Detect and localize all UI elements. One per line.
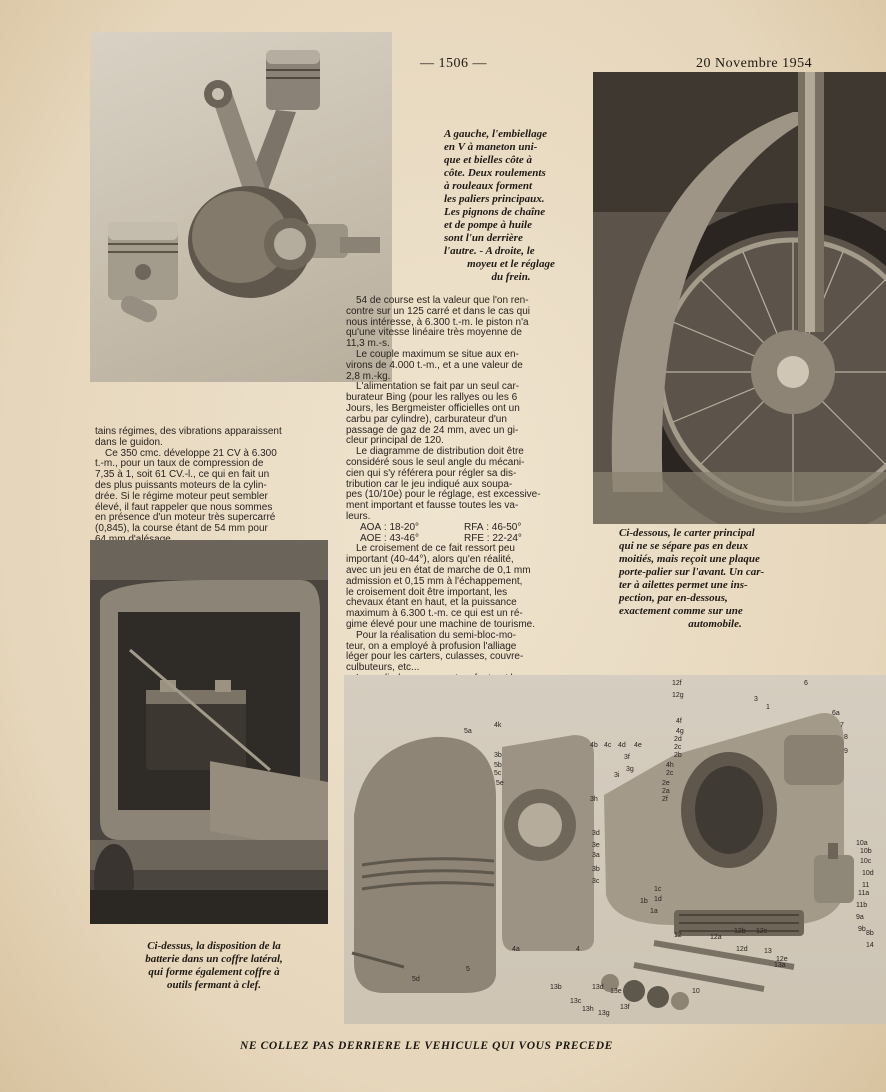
part-label: 3f bbox=[624, 754, 630, 761]
text-line: Le couple maximum se situe aux en- bbox=[356, 348, 519, 360]
part-label: 6a bbox=[832, 710, 840, 717]
caption-line: l'autre. - A droite, le bbox=[444, 245, 535, 257]
part-label: 5d bbox=[412, 976, 420, 983]
text-line: drée. Si le régime moteur peut sembler bbox=[95, 490, 268, 502]
part-label: 1 bbox=[766, 704, 770, 711]
part-label: 4e bbox=[634, 742, 642, 749]
part-label: 13c bbox=[570, 998, 582, 1005]
part-label: 1b bbox=[640, 898, 648, 905]
text-line: t.-m., pour un taux de compression de bbox=[95, 458, 264, 470]
part-label: 13d bbox=[592, 984, 604, 991]
timing-aoa bbox=[360, 523, 464, 534]
part-label: 10c bbox=[860, 858, 872, 865]
page-number: — 1506 — bbox=[420, 56, 487, 71]
part-label: 3b bbox=[494, 752, 502, 759]
part-label: 1c bbox=[654, 886, 662, 893]
caption-line: Ci-dessus, la disposition de la bbox=[147, 940, 281, 952]
text-line: (0,845), la course étant de 54 mm pour bbox=[95, 523, 268, 535]
part-label: 9b bbox=[858, 926, 866, 933]
exploded-crankcase-photo bbox=[344, 675, 886, 1024]
text-line: culbuteurs, etc... bbox=[346, 662, 420, 674]
text-line: cleur principal de 120. bbox=[346, 435, 444, 447]
part-label: 10d bbox=[862, 870, 874, 877]
part-label: 5e bbox=[496, 780, 504, 787]
part-label: 10 bbox=[692, 988, 700, 995]
text-line: important (40-44°), alors qu'en réalité, bbox=[346, 554, 514, 566]
part-label: 11b bbox=[856, 902, 868, 909]
part-label: 9 bbox=[844, 748, 848, 755]
text-line: Le diagramme de distribution doit être bbox=[356, 446, 524, 458]
article-column-middle bbox=[346, 296, 581, 695]
text-line: virons de 4.000 t.-m., et a une valeur de bbox=[346, 359, 523, 371]
text-line: gime élevé pour une machine de tourisme. bbox=[346, 618, 535, 630]
text-line: pes (10/10e) pour le réglage, est excessive- bbox=[346, 489, 541, 501]
caption-line: pection, par en-dessous, bbox=[619, 592, 728, 604]
text-line: des plus puissants moteurs de la cylin- bbox=[95, 479, 267, 491]
text-line: cien qui s'y référera pour régler sa dis- bbox=[346, 467, 517, 479]
text-line: leurs. bbox=[346, 510, 371, 522]
timing-value: : 18-20° bbox=[383, 521, 420, 533]
caption-line: Ci-dessous, le carter principal bbox=[619, 527, 755, 539]
caption-line: A gauche, l'embiellage bbox=[444, 128, 547, 140]
caption-line: du frein. bbox=[491, 271, 531, 283]
text-line: en présence d'un moteur très supercarré bbox=[95, 512, 276, 524]
text-line: burateur Bing (pour les rallyes ou les 6 bbox=[346, 392, 518, 404]
caption-line: moitiés, mais reçoit une plaque bbox=[619, 553, 760, 565]
part-label: 7 bbox=[840, 722, 844, 729]
part-label: 3e bbox=[592, 842, 600, 849]
caption-line: côte. Deux roulements bbox=[444, 167, 546, 179]
text-line: ment important et fausse toutes les va- bbox=[346, 500, 519, 512]
part-label: 8 bbox=[844, 734, 848, 741]
part-label: 12 bbox=[674, 932, 682, 939]
caption-line: automobile. bbox=[688, 618, 742, 630]
part-label: 10b bbox=[860, 848, 872, 855]
text-line: avec un jeu en état de marche de 0,1 mm bbox=[346, 564, 531, 576]
part-label: 14 bbox=[866, 942, 874, 949]
caption-line: moyeu et le réglage bbox=[467, 258, 555, 270]
part-label: 11 bbox=[862, 882, 870, 889]
front-wheel-photo bbox=[593, 72, 886, 524]
text-line: maximum à 6.300 t.-m. ce qui est un ré- bbox=[346, 608, 523, 620]
paragraph-block bbox=[346, 296, 581, 523]
text-line: élevé, il faut rappeler que nous sommes bbox=[95, 501, 273, 513]
part-label: 3a bbox=[592, 852, 600, 859]
caption-line: qui ne se sépare pas en deux bbox=[619, 540, 748, 552]
part-label: 4d bbox=[618, 742, 626, 749]
text-line: passage de gaz de 24 mm, avec un gi- bbox=[346, 424, 519, 436]
part-label: 3i bbox=[614, 772, 620, 779]
text-line: considéré sous le seul angle du mécani- bbox=[346, 456, 525, 468]
part-label: 2c bbox=[666, 770, 674, 777]
caption-line: sont l'un derrière bbox=[444, 232, 523, 244]
part-label: 12b bbox=[734, 928, 746, 935]
battery-compartment-photo bbox=[90, 540, 328, 924]
crankshaft-caption bbox=[444, 128, 578, 284]
part-label: 2c bbox=[674, 744, 682, 751]
part-label: 13e bbox=[610, 988, 622, 995]
part-label: 13b bbox=[550, 984, 562, 991]
caption-line: outils fermant à clef. bbox=[166, 979, 262, 991]
text-line: 11,3 m.-s. bbox=[346, 338, 390, 350]
caption-line: exactement comme sur une bbox=[619, 605, 743, 617]
part-label: 12c bbox=[756, 928, 768, 935]
text-line: 7,35 à 1, soit 61 CV.-l., ce qui en fait un bbox=[95, 469, 270, 481]
part-label: 9a bbox=[856, 914, 864, 921]
battery-caption bbox=[114, 940, 314, 992]
part-label: 12f bbox=[672, 680, 682, 687]
part-label: 2a bbox=[662, 788, 670, 795]
part-label: 4 bbox=[576, 946, 580, 953]
caption-line: que et bielles côte à bbox=[444, 154, 532, 166]
part-label: 4h bbox=[666, 762, 674, 769]
text-line: tribution car le jeu indiqué aux soupa- bbox=[346, 478, 513, 490]
caption-line: ter à ailettes permet une ins- bbox=[619, 579, 748, 591]
part-label: 12g bbox=[672, 692, 684, 699]
caption-line: Les pignons de chaîne bbox=[444, 206, 546, 218]
caption-line: à rouleaux forment bbox=[444, 180, 533, 192]
text-line: tains régimes, des vibrations apparaissent bbox=[95, 426, 282, 437]
part-label: 13a bbox=[774, 962, 786, 969]
caption-line: et de pompe à huile bbox=[444, 219, 532, 231]
part-label: 5a bbox=[464, 728, 472, 735]
part-label: 12e bbox=[776, 956, 788, 963]
part-label: 5b bbox=[494, 762, 502, 769]
timing-label: AOE bbox=[360, 532, 382, 544]
part-label: 8b bbox=[866, 930, 874, 937]
caption-line: en V à maneton uni- bbox=[444, 141, 538, 153]
timing-value: : 43-46° bbox=[383, 532, 420, 544]
text-line: carbu par cylindre), carburateur d'un bbox=[346, 413, 507, 425]
part-label: 5 bbox=[466, 966, 470, 973]
crankcase-caption bbox=[619, 527, 811, 631]
part-label: 4a bbox=[512, 946, 520, 953]
part-label: 4k bbox=[494, 722, 502, 729]
text-line: nous intéresse, à 6.300 t.-m. le piston n'a bbox=[346, 316, 529, 328]
part-label: 3h bbox=[590, 796, 598, 803]
text-line: léger pour les carters, culasses, couvre- bbox=[346, 651, 524, 663]
part-label: 6 bbox=[804, 680, 808, 687]
part-label: 2d bbox=[674, 736, 682, 743]
part-label: 3d bbox=[592, 830, 600, 837]
timing-rfa bbox=[464, 523, 521, 534]
caption-line: porte-palier sur l'avant. Un car- bbox=[619, 566, 765, 578]
part-label: 11a bbox=[858, 890, 870, 897]
text-line: L'alimentation se fait par un seul car- bbox=[356, 381, 520, 393]
article-column-left bbox=[95, 427, 327, 546]
timing-value: : 22-24° bbox=[486, 532, 522, 544]
text-line: dans le guidon. bbox=[95, 436, 163, 448]
caption-line: les paliers principaux. bbox=[444, 193, 545, 205]
part-label: 3g bbox=[626, 766, 634, 773]
part-label: 13 bbox=[764, 948, 772, 955]
part-label: 1a bbox=[650, 908, 658, 915]
timing-value: : 46-50° bbox=[486, 521, 522, 533]
part-label: 1d bbox=[654, 896, 662, 903]
text-line: Ce 350 cmc. développe 21 CV à 6.300 bbox=[105, 447, 277, 459]
part-label: 13g bbox=[598, 1010, 610, 1017]
timing-label: RFA bbox=[464, 521, 484, 533]
part-label: 5c bbox=[494, 770, 502, 777]
footer-slogan: NE COLLEZ PAS DERRIERE LE VEHICULE QUI VOUS PRECEDE bbox=[240, 1040, 613, 1052]
part-label: 12a bbox=[710, 934, 722, 941]
text-line: Jours, les Bergmeister officielles ont un bbox=[346, 402, 520, 414]
caption-line: batterie dans un coffre latéral, bbox=[145, 953, 283, 965]
text-line: teur, on a employé à profusion l'alliage bbox=[346, 640, 517, 652]
timing-label: RFE bbox=[464, 532, 484, 544]
part-label: 10a bbox=[856, 840, 868, 847]
part-label: 3b bbox=[592, 866, 600, 873]
paragraph-block bbox=[346, 544, 581, 695]
text-line: contre sur un 125 carré et dans le cas qui bbox=[346, 305, 530, 317]
text-line: chevaux étant en haut, et la puissance bbox=[346, 597, 517, 609]
timing-label: AOA bbox=[360, 521, 382, 533]
text-line: admission et 0,15 mm à l'échappement, bbox=[346, 575, 523, 587]
timing-row bbox=[346, 523, 581, 534]
text-line: Le croisement de ce fait ressort peu bbox=[356, 543, 515, 555]
text-line: 54 de course est la valeur que l'on ren- bbox=[356, 295, 529, 306]
issue-date: 20 Novembre 1954 bbox=[696, 56, 813, 71]
part-label: 4g bbox=[676, 728, 684, 735]
part-label: 13h bbox=[582, 1006, 594, 1013]
part-label: 13f bbox=[620, 1004, 630, 1011]
part-label: 4f bbox=[676, 718, 682, 725]
part-label: 2e bbox=[662, 780, 670, 787]
part-label: 3c bbox=[592, 878, 600, 885]
part-label: 2b bbox=[674, 752, 682, 759]
text-line: 2,8 m.-kg. bbox=[346, 370, 391, 382]
text-line: qu'une vitesse linéaire très moyenne de bbox=[346, 327, 522, 339]
text-line: Pour la réalisation du semi-bloc-mo- bbox=[356, 629, 517, 641]
part-label: 3 bbox=[754, 696, 758, 703]
text-line: le croisement doit être important, les bbox=[346, 586, 508, 598]
part-label: 2f bbox=[662, 796, 668, 803]
part-label: 4b bbox=[590, 742, 598, 749]
part-label: 4c bbox=[604, 742, 612, 749]
part-label: 12d bbox=[736, 946, 748, 953]
caption-line: qui forme également coffre à bbox=[148, 966, 280, 978]
